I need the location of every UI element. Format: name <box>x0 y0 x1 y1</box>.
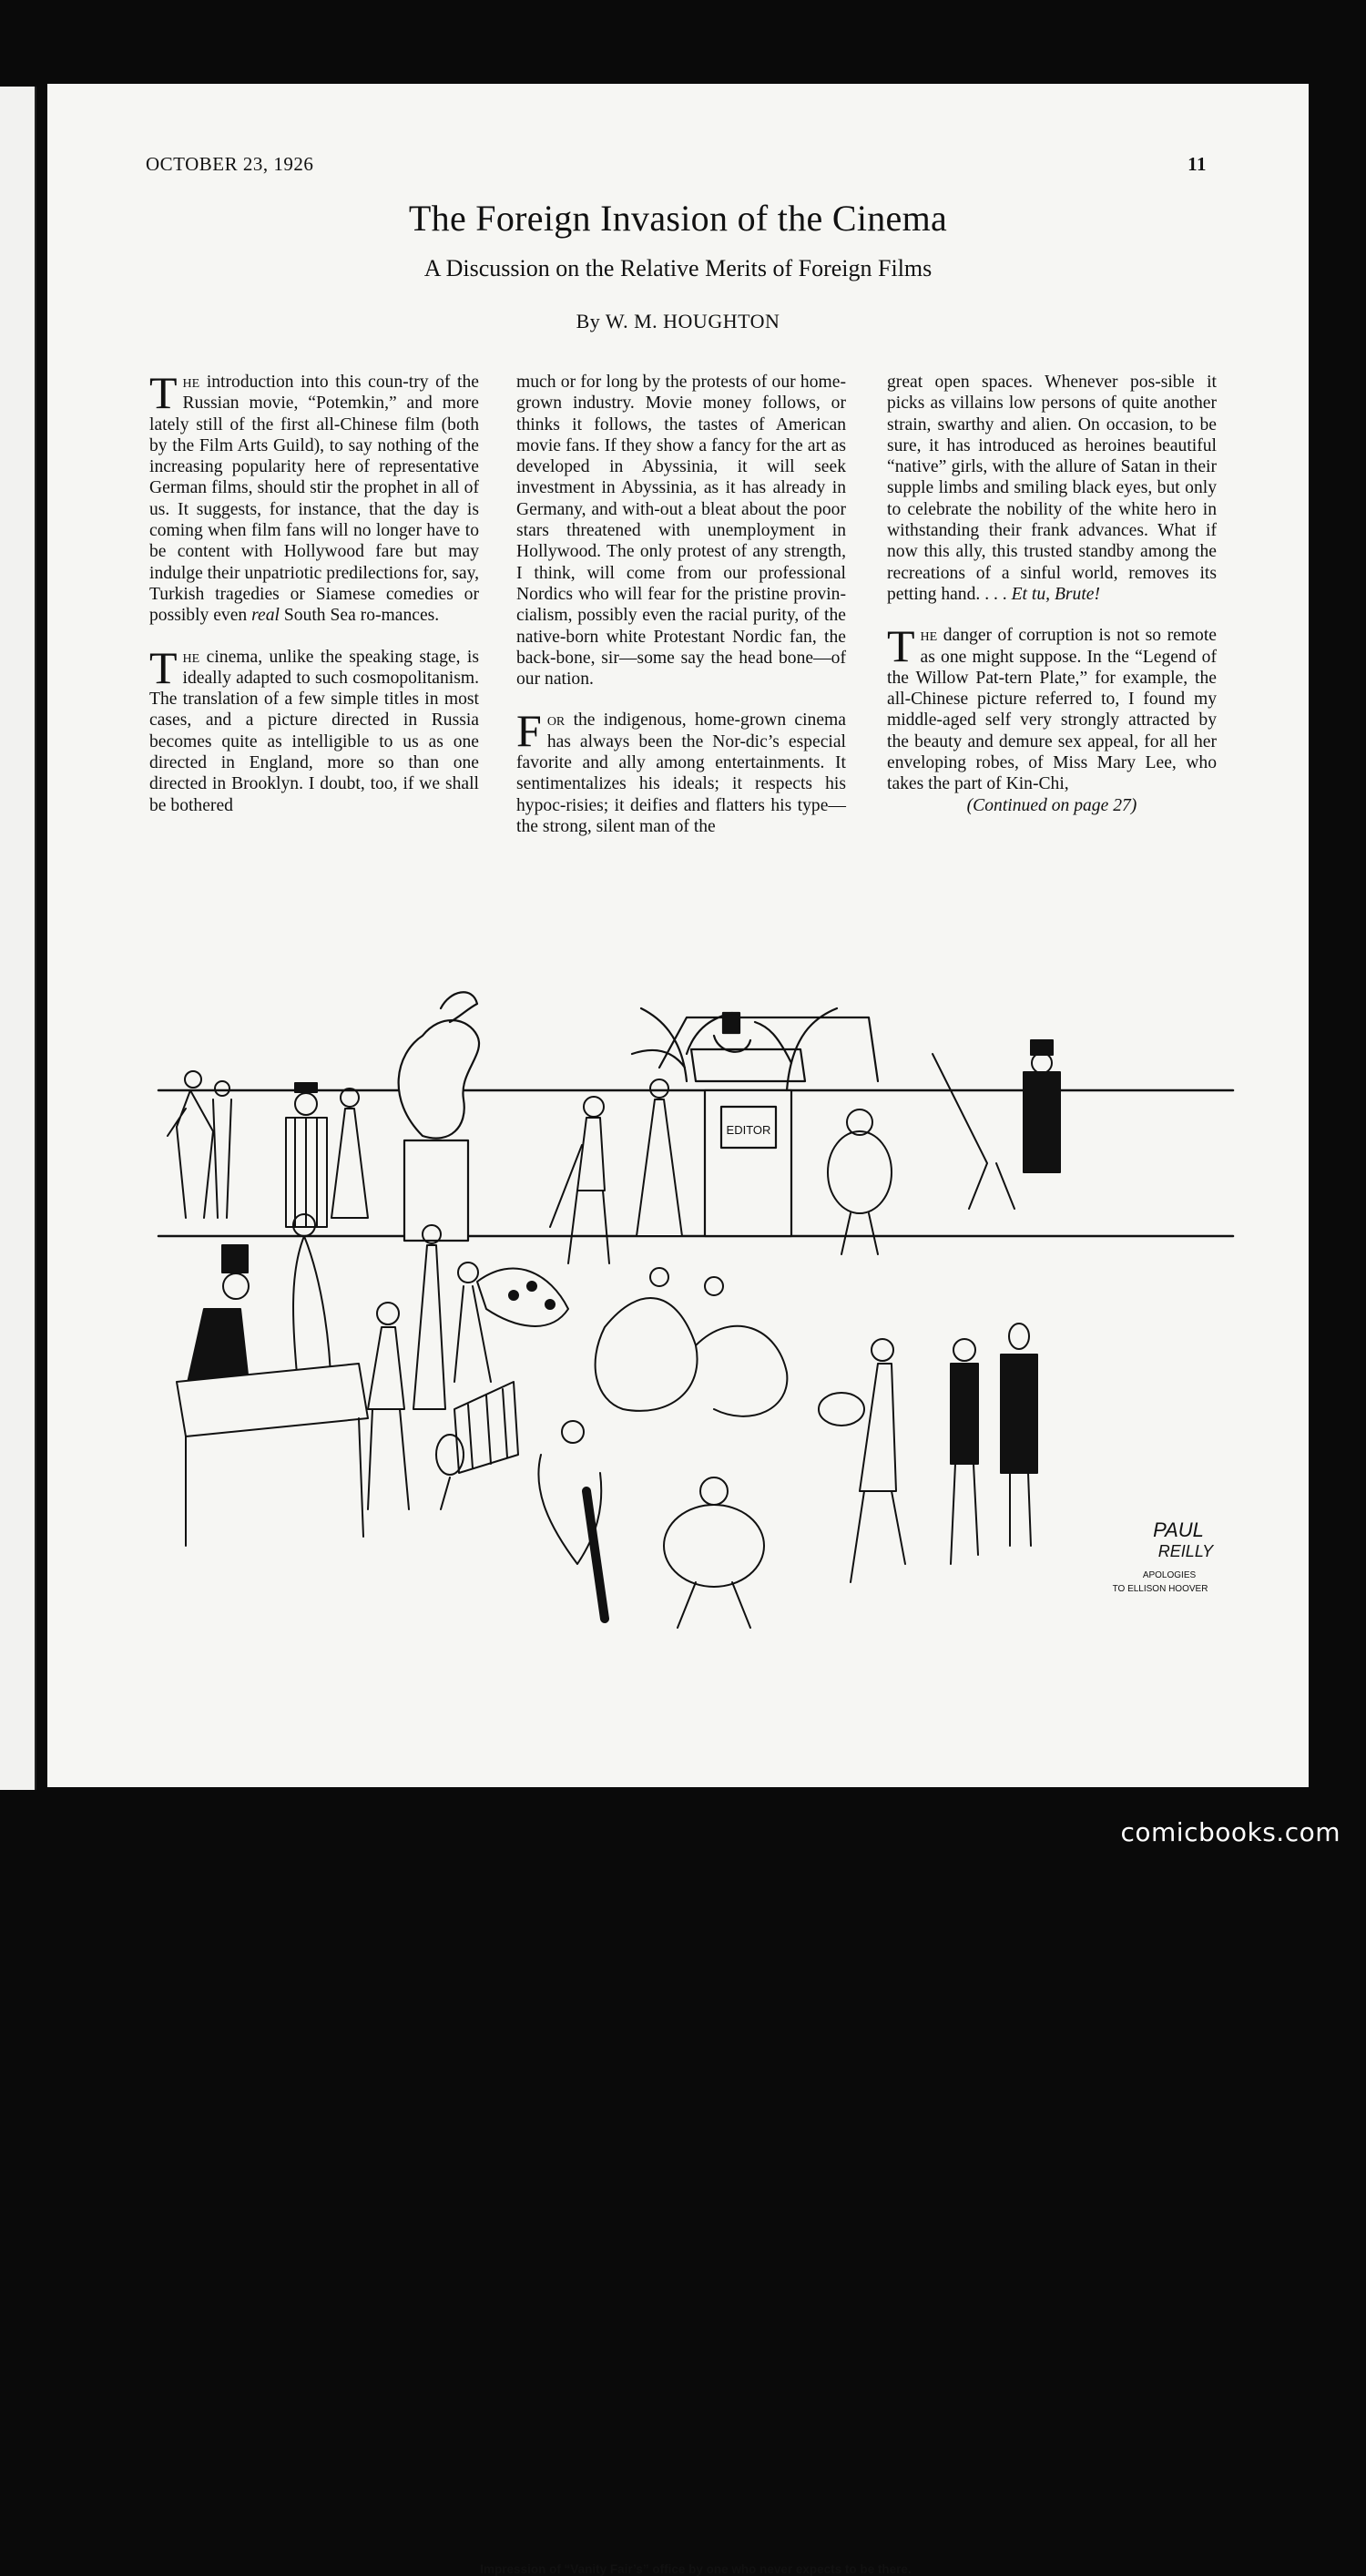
small-caps-lead: or <box>546 710 566 731</box>
artist-signature-line1: PAUL <box>1153 1518 1204 1541</box>
article-title: The Foreign Invasion of the Cinema <box>408 198 948 239</box>
office-cartoon-drawing <box>149 981 1242 1646</box>
italic-text: Et tu, Brute! <box>1011 584 1100 604</box>
apology-line1: APOLOGIES <box>1142 1570 1197 1580</box>
small-caps-lead: he <box>182 647 200 667</box>
drop-cap: F <box>516 705 542 757</box>
paragraph-text: introduction into this coun-try of the Russian movie, “Potemkin,” and more lately still of the first all-Chinese film (both by the Film Arts Guild), to say nothing of the increasing popularity here of representative German films, should stir the prophet in all of us. It suggests, for instance, that the day is coming when film fans will no longer have to be content with Hollywood fare but may indulge their unpatriotic predilections for, say, Turkish tragedies or Siamese comedies or possibly even <box>149 373 479 626</box>
paragraph <box>887 620 1217 816</box>
illustration-caption: Impression of “Vanity Fair’s” office by one who never expects to be there. <box>480 2562 912 2576</box>
article-byline: By W. M. HOUGHTON <box>576 310 780 332</box>
paragraph-text: the indigenous, home-grown cinema has always been the Nor-dic’s especial favorite and ally among entertainments. It sentimentalizes his ideals; it respects his hypoc-risies; it deifies and flatters his type—the strong, silent man of the <box>516 710 846 836</box>
italic-text: real <box>251 606 280 626</box>
small-caps-lead: he <box>920 626 938 646</box>
paragraph-text: cinema, unlike the speaking stage, is ideally adapted to such cosmopolitanism. The translation of a few simple titles in most cases, and a picture directed in Russia becomes quite as intelligible to us as one directed in England, more so than one directed in Brooklyn. I doubt, too, if we shall be bothered <box>149 647 479 815</box>
paragraph-text: much or for long by the protests of our home-grown industry. Movie money follows, or thinks it follows, the tastes of American movie fans. If they show a fancy for the art as developed in Abyssinia, it will seek investment in Abyssinia, as it has already in Germany, and with-out a bleat about the poor stars threatened with unemployment in Hollywood. The only protest of any strength, I think, will come from our professional Nordics who will fear for the pristine provin-cialism, possibly even the racial purity, of the native-born white Protestant Nordic fan, the back-bone, sir—some say the head bone—of our nation. <box>516 373 846 690</box>
drop-cap: T <box>887 620 915 672</box>
article-subtitle: A Discussion on the Relative Merits of Foreign Films <box>423 255 933 281</box>
text-column-2 <box>516 372 846 837</box>
facing-page-edge <box>0 87 36 1790</box>
paragraph <box>887 372 1217 605</box>
text-column-3 <box>887 372 1217 816</box>
paragraph <box>149 367 479 627</box>
apology-line2: TO ELLISON HOOVER <box>1112 1584 1208 1594</box>
paragraph-text: South Sea ro-mances. <box>279 606 440 626</box>
page-number: 11 <box>1188 153 1207 175</box>
drop-cap: T <box>149 367 178 418</box>
text-column-1 <box>149 367 479 816</box>
running-header <box>146 153 1207 180</box>
paragraph-text: great open spaces. Whenever pos-sible it picks as villains low persons of quite another strain, swarthy and alien. On occasion, to be sure, it has introduced as heroines beautiful “native” girls, with the allure of Satan in their supple limbs and smiling black eyes, but only to celebrate the nobility of the white hero in withstanding their frank advances. What if now this ally, this trusted standby among the recreations of a sinful world, removes its petting hand. . . . <box>887 373 1217 604</box>
paragraph <box>516 372 846 690</box>
drop-cap: T <box>149 641 178 693</box>
paragraph-text: danger of corruption is not so remote as one might suppose. In the “Legend of the Willow Pat-tern Plate,” for example, the all-Chinese picture referred to, I found my middle-aged self very strongly attracted by the beauty and demure sex appeal, for all her enveloping robes, of Miss Mary Lee, who takes the part of Kin-Chi, <box>887 626 1217 794</box>
site-watermark: comicbooks.com <box>1120 1817 1341 1847</box>
continued-note: (Continued on page 27) <box>966 795 1137 815</box>
issue-date: OCTOBER 23, 1926 <box>146 153 314 175</box>
editor-door-sign: EDITOR <box>726 1123 771 1137</box>
paragraph <box>149 641 479 816</box>
small-caps-lead: he <box>182 373 200 392</box>
artist-signature-line2: REILLY <box>1157 1542 1214 1560</box>
paragraph <box>516 705 846 837</box>
